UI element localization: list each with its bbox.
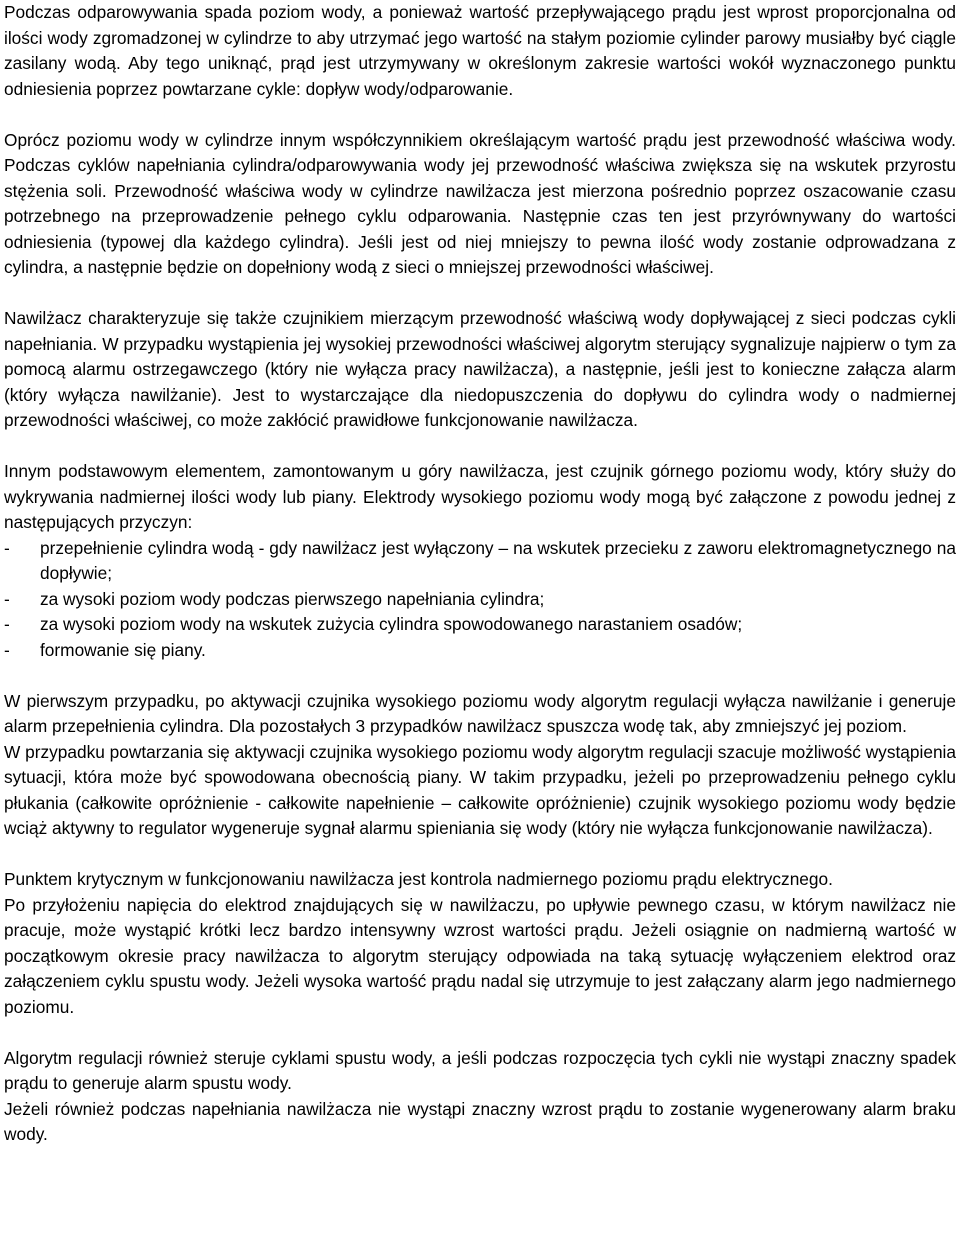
paragraph-gap [4,434,956,460]
list-item [4,587,956,613]
paragraph-high-level-sensor: Innym podstawowym elementem, zamontowanym u góry nawilżacza, jest czujnik górnego poziomu wody, który służy do wykrywania nadmiernej ilości wody lub piany. Elektrody wysokiego poziomu wody mogą być załączone z powodu jednej z następujących przyczyn: [4,461,956,532]
list-item-text: formowanie się piany. [40,639,206,660]
list-item-text: za wysoki poziom wody podczas pierwszego napełniania cylindra; [40,588,545,609]
list-dash: - [4,537,10,558]
causes-list [4,536,956,664]
list-item-text: przepełnienie cylindra wodą - gdy nawilżacz jest wyłączony – na wskutek przecieku z zaworu elektromagnetycznego na dopływie; [40,537,956,583]
paragraph-foam-detection: W przypadku powtarzania się aktywacji czujnika wysokiego poziomu wody algorytm regulacji szacuje możliwość wystąpienia sytuacji, która może być spowodowana obecnością piany. W takim przypadku, jeżeli po przeprowadzeniu pełnego cyklu płukania (całkowite opróżnienie - całkowite napełnienie – całkowite opróżnienie) czujnik wysokiego poziomu wody będzie wciąż aktywny to regulator wygeneruje sygnał alarmu spieniania się wody (który nie wyłącza funkcjonowanie nawilżacza). [4,741,956,838]
paragraph-critical-point: Punktem krytycznym w funkcjonowaniu nawilżacza jest kontrola nadmiernego poziomu prądu elektrycznego. [4,869,833,889]
list-dash: - [4,614,10,634]
paragraph-gap [4,663,956,689]
paragraph-gap [4,842,956,868]
list-dash: - [4,639,10,660]
paragraph-conductivity: Oprócz poziomu wody w cylindrze innym współczynnikiem określającym wartość prądu jest przewodność właściwa wody. Podczas cyklów napełniania cylindra/odparowywania wody jej przewodność właściwa zwiększa się na wskutek przyrostu stężenia soli. Przewodność właściwa wody w cylindrze nawilżacza jest mierzona pośrednio poprzez oszacowanie czasu potrzebnego na przeprowadzenie pełnego cyklu odparowania. Następnie czas ten jest przyrównywany do wartości odniesienia (typowej dla każdego cylindra). Jeśli jest od niej mniejszy to pewna ilość wody zostanie odprowadzana z cylindra, a następnie będzie on dopełniony wodą z sieci o mniejszej przewodności właściwej. [4,129,956,277]
paragraph-gap [4,102,956,128]
paragraph-conductivity-sensor: Nawilżacz charakteryzuje się także czujnikiem mierzącym przewodność właściwą wody dopływającej z sieci podczas cykli napełniania. W przypadku wystąpienia jej wysokiej przewodności właściwej algorytm sterujący sygnalizuje najpierw o tym za pomocą alarmu ostrzegawczego (który nie wyłącza pracy nawilżacza), a następnie, jeśli jest to konieczne załącza alarm (który wyłącza nawilżanie). Jest to wystarczające dla niedopuszczenia do dopływu do cylindra wody o nadmiernej przewodności właściwej, co może zakłócić prawidłowe funkcjonowanie nawilżacza. [4,308,956,430]
paragraph-current-surge: Po przyłożeniu napięcia do elektrod znajdujących się w nawilżaczu, po upływie pewnego czasu, w którym nawilżacz nie pracuje, może wystąpić krótki lecz bardzo intensywny wzrost wartości prądu. Jeżeli osiągnie on nadmierną wartość w początkowym okresie pracy nawilżacza to algorytm sterujący odpowiada na taką sytuację wyłączeniem elektrod oraz załączeniem cyklu spustu wody. Jeżeli wysoka wartość prądu nadal się utrzymuje to jest załączany alarm jego nadmiernego poziomu. [4,894,956,1017]
list-item [4,638,956,664]
list-dash: - [4,588,10,609]
paragraph-first-case: W pierwszym przypadku, po aktywacji czujnika wysokiego poziomu wody algorytm regulacji wyłącza nawilżanie i generuje alarm przepełnienia cylindra. Dla pozostałych 3 przypadków nawilżacz spuszcza wodę tak, aby zmniejszyć jej poziom. [4,690,956,736]
paragraph-gap [4,1020,956,1046]
paragraph-gap [4,281,956,307]
list-item [4,612,956,638]
paragraph-drain-alarm: Algorytm regulacji również steruje cyklami spustu wody, a jeśli podczas rozpoczęcia tych cykli nie wystąpi znaczny spadek prądu to generuje alarm spustu wody. [4,1047,956,1093]
paragraph-no-water-alarm: Jeżeli również podczas napełniania nawilżacza nie wystąpi znaczny wzrost prądu to zostanie wygenerowany alarm braku wody. [4,1098,956,1144]
list-item [4,536,956,587]
list-item-text: za wysoki poziom wody na wskutek zużycia cylindra spowodowanego narastaniem osadów; [40,614,743,634]
paragraph-water-level: Podczas odparowywania spada poziom wody, a ponieważ wartość przepływającego prądu jest wprost proporcjonalna od ilości wody zgromadzonej w cylindrze to aby utrzymać jego wartość na stałym poziomie cylinder parowy musiałby być ciągle zasilany wodą. Aby tego uniknąć, prąd jest utrzymywany w określonym zakresie wartości wokół wyznaczonego punktu odniesienia poprzez powtarzane cykle: dopływ wody/odparowanie. [4,2,956,99]
